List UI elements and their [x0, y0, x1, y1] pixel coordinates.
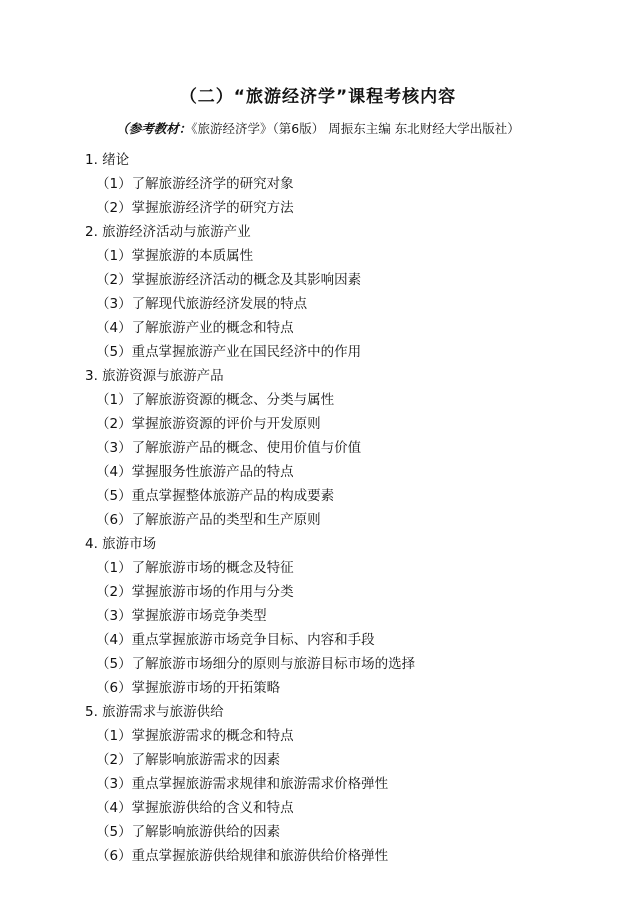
list-item: （1）了解旅游经济学的研究对象	[96, 176, 294, 192]
list-item: （2）掌握旅游资源的评价与开发原则	[96, 416, 321, 432]
section-3	[85, 364, 605, 532]
list-item: （1）掌握旅游需求的概念和特点	[96, 728, 294, 744]
section-heading: 4. 旅游市场	[85, 536, 157, 552]
list-item: （6）了解旅游产品的类型和生产原则	[96, 512, 321, 528]
list-item: （3）掌握旅游市场竞争类型	[96, 608, 267, 624]
list-item: （3）了解现代旅游经济发展的特点	[96, 296, 308, 312]
document-title: （二）“旅游经济学”课程考核内容	[179, 87, 457, 107]
section-heading: 1. 绪论	[85, 152, 130, 168]
reference-textbook	[0, 120, 636, 138]
list-item: （6）重点掌握旅游供给规律和旅游供给价格弹性	[96, 848, 389, 864]
list-item: （4）重点掌握旅游市场竞争目标、内容和手段	[96, 632, 375, 648]
list-item: （1）掌握旅游的本质属性	[96, 248, 254, 264]
list-item: （2）了解影响旅游需求的因素	[96, 752, 281, 768]
list-item: （4）掌握服务性旅游产品的特点	[96, 464, 294, 480]
section-5	[85, 700, 605, 868]
list-item: （5）重点掌握旅游产业在国民经济中的作用	[96, 344, 362, 360]
section-2	[85, 220, 605, 364]
list-item: （5）了解影响旅游供给的因素	[96, 824, 281, 840]
list-item: （4）掌握旅游供给的含义和特点	[96, 800, 294, 816]
course-outline	[85, 148, 605, 868]
list-item: （3）重点掌握旅游需求规律和旅游需求价格弹性	[96, 776, 389, 792]
list-item: （3）了解旅游产品的概念、使用价值与价值	[96, 440, 362, 456]
list-item: （1）了解旅游市场的概念及特征	[96, 560, 294, 576]
list-item: （4）了解旅游产业的概念和特点	[96, 320, 294, 336]
section-4	[85, 532, 605, 700]
list-item: （2）掌握旅游经济学的研究方法	[96, 200, 294, 216]
list-item: （6）掌握旅游市场的开拓策略	[96, 680, 281, 696]
section-heading: 2. 旅游经济活动与旅游产业	[85, 224, 251, 240]
list-item: （5）了解旅游市场细分的原则与旅游目标市场的选择	[96, 656, 416, 672]
section-heading: 5. 旅游需求与旅游供给	[85, 704, 224, 720]
list-item: （2）掌握旅游经济活动的概念及其影响因素	[96, 272, 362, 288]
section-heading: 3. 旅游资源与旅游产品	[85, 368, 224, 384]
list-item: （5）重点掌握整体旅游产品的构成要素	[96, 488, 335, 504]
reference-text: 《旅游经济学》（第6版） 周振东主编 东北财经大学出版社）	[191, 121, 520, 136]
section-1	[85, 148, 605, 220]
list-item: （2）掌握旅游市场的作用与分类	[96, 584, 294, 600]
list-item: （1）了解旅游资源的概念、分类与属性	[96, 392, 335, 408]
reference-label: （参考教材：	[116, 121, 192, 136]
